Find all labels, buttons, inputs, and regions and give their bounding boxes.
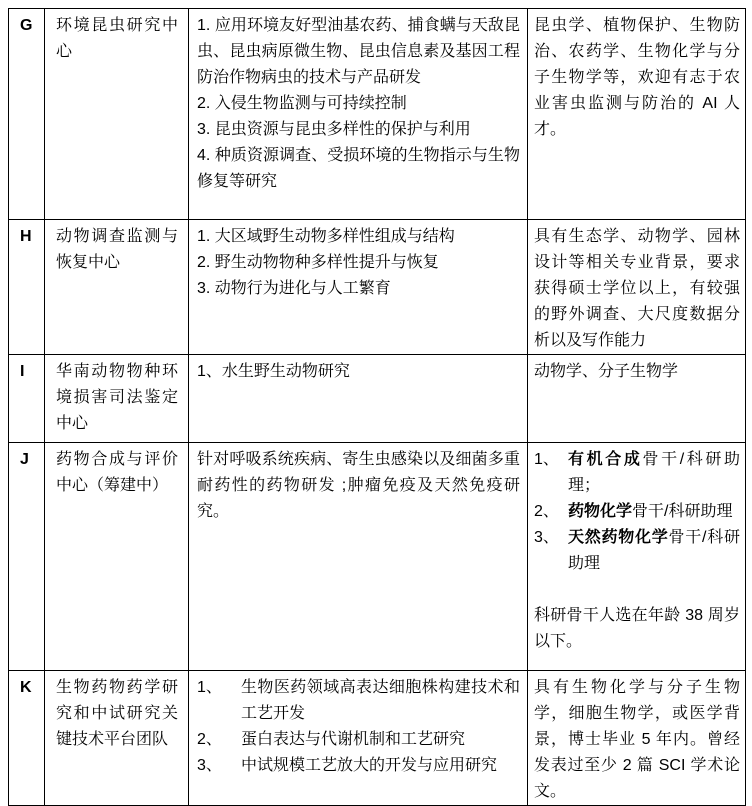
requirement-keyword: 药物化学 [568,503,633,520]
research-item [197,753,520,779]
research-paragraph: 针对呼吸系统疾病、寄生虫感染以及细菌多重耐药性的药物研发 ;肿瘤免疫及天然免疫研究。 [197,451,520,520]
research-item: 1. 大区域野生动物多样性组成与结构 [197,228,455,245]
row-i-research-cell [189,355,528,443]
row-g-requirement: 昆虫学、植物保护、生物防治、农药学、生物化学与分子生物学等，欢迎有志于农业害虫监测与防治的 AI 人才。 [528,9,746,220]
requirement-item-text [568,447,740,499]
list-marker: 3、 [197,757,222,774]
requirement-rest: 骨干/科研助理 [632,503,733,520]
row-j-center-name: 药物合成与评价中心（筹建中） [45,443,189,671]
row-k-research-cell [189,671,528,806]
list-marker: 3、 [534,529,559,546]
recruitment-table [8,8,746,806]
research-item [197,675,520,727]
list-marker: 1、 [534,451,559,468]
document-page [8,8,745,806]
research-item: 4. 种质资源调查、受损环境的生物指示与生物修复等研究 [197,147,520,190]
row-g-center-name: 环境昆虫研究中心 [45,9,189,220]
table-row-k [9,671,746,806]
research-item: 1、水生野生动物研究 [197,363,350,380]
row-h-requirement: 具有生态学、动物学、园林设计等相关专业背景，要求获得硕士学位以上，有较强的野外调查、大尺度数据分析以及写作能力 [528,220,746,355]
requirement-note: 科研骨干人选在年龄 38 周岁以下。 [534,607,740,650]
research-item: 2. 入侵生物监测与可持续控制 [197,95,407,112]
research-item: 3. 动物行为进化与人工繁育 [197,280,391,297]
row-g-research-cell [189,9,528,220]
requirement-keyword: 有机合成 [568,451,643,468]
research-item: 2. 野生动物物种多样性提升与恢复 [197,254,439,271]
list-marker: 1、 [197,679,222,696]
research-item [197,727,520,753]
row-h-id: H [9,220,45,355]
table-row-j [9,443,746,671]
row-g-id: G [9,9,45,220]
requirement-keyword: 天然药物化学 [568,529,669,546]
requirement-rest: 骨干/科研助理 [568,529,740,572]
row-k-id: K [9,671,45,806]
list-marker: 2、 [197,731,222,748]
row-j-requirement-cell [528,443,746,671]
list-marker: 2、 [534,503,559,520]
row-i-center-name: 华南动物物种环境损害司法鉴定中心 [45,355,189,443]
row-j-research-cell [189,443,528,671]
table-row-i [9,355,746,443]
row-k-requirement: 具有生物化学与分子生物学，细胞生物学，或医学背景，博士毕业 5 年内。曾经发表过至少 2 篇 SCI 学术论文。 [528,671,746,806]
requirement-item-text [568,499,740,525]
row-j-id: J [9,443,45,671]
requirement-item [534,447,740,499]
row-h-center-name: 动物调查监测与恢复中心 [45,220,189,355]
research-item-text: 生物医药领域高表达细胞株构建技术和工艺开发 [241,679,520,722]
research-item-text: 蛋白表达与代谢机制和工艺研究 [241,731,466,748]
requirement-rest: 骨干/科研助理； [568,451,740,494]
requirement-item-text [568,525,740,577]
requirement-item [534,499,740,525]
table-row-h [9,220,746,355]
research-item-text: 中试规模工艺放大的开发与应用研究 [241,757,498,774]
table-row-g [9,9,746,220]
research-item: 3. 昆虫资源与昆虫多样性的保护与利用 [197,121,471,138]
row-i-requirement: 动物学、分子生物学 [528,355,746,443]
requirement-item [534,525,740,577]
research-item: 1. 应用环境友好型油基农药、捕食螨与天敌昆虫、昆虫病原微生物、昆虫信息素及基因工程防治作物病虫的技术与产品研发 [197,17,520,86]
row-k-center-name: 生物药物药学研究和中试研究关键技术平台团队 [45,671,189,806]
row-h-research-cell [189,220,528,355]
row-i-id: I [9,355,45,443]
